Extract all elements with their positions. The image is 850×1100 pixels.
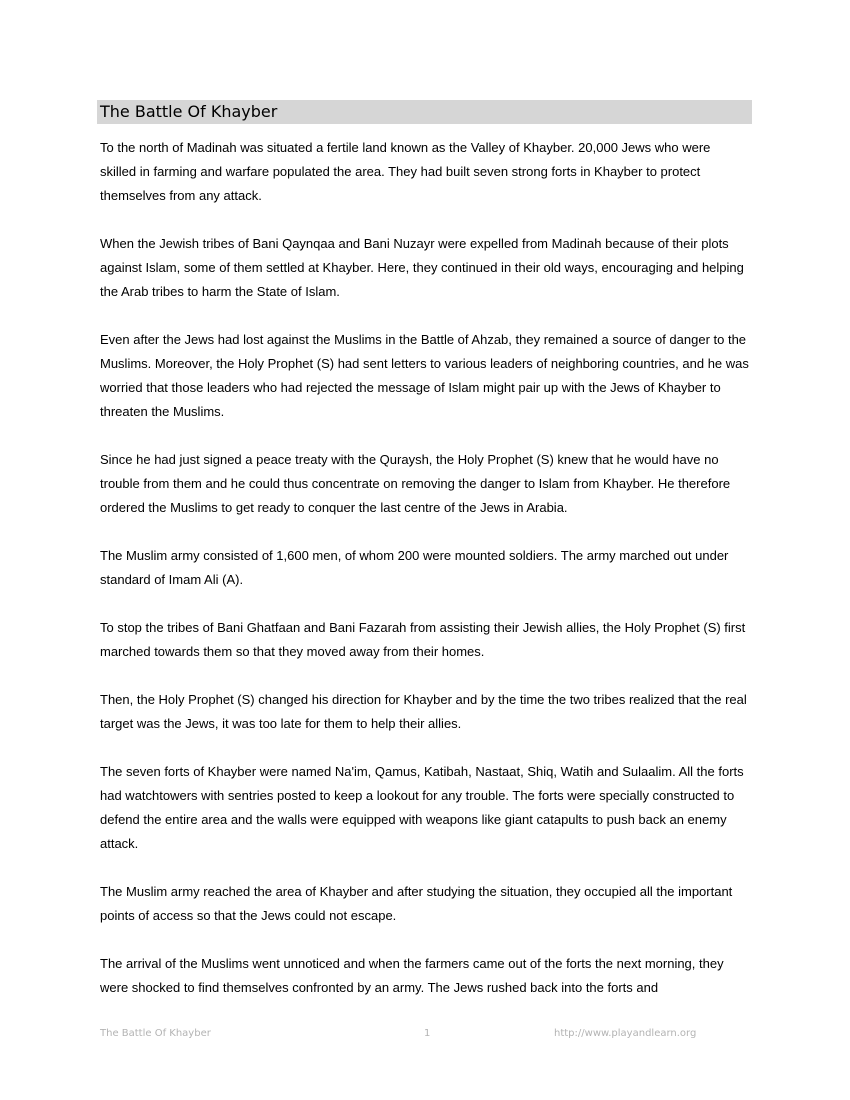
document-body bbox=[100, 136, 750, 1024]
footer-page-number: 1 bbox=[424, 1028, 431, 1039]
footer-url: http://www.playandlearn.org bbox=[554, 1028, 697, 1039]
paragraph-2: When the Jewish tribes of Bani Qaynqaa and Bani Nuzayr were expelled from Madinah because of their plots against Islam, some of them settled at Khayber. Here, they continued in their old ways, encouraging and helping the Arab tribes to harm the State of Islam. bbox=[100, 236, 744, 299]
paragraph-7: Then, the Holy Prophet (S) changed his direction for Khayber and by the time the two tribes realized that the real target was the Jews, it was too late for them to help their allies. bbox=[100, 692, 747, 731]
footer-title: The Battle Of Khayber bbox=[100, 1028, 211, 1039]
paragraph-1: To the north of Madinah was situated a fertile land known as the Valley of Khayber. 20,000 Jews who were skilled in farming and warfare populated the area. They had built seven strong forts in Khayber to protect themselves from any attack. bbox=[100, 140, 711, 203]
page-footer bbox=[0, 1027, 850, 1041]
paragraph-6: To stop the tribes of Bani Ghatfaan and Bani Fazarah from assisting their Jewish allies, the Holy Prophet (S) first marched towards them so that they moved away from their homes. bbox=[100, 620, 746, 659]
paragraph-9: The Muslim army reached the area of Khayber and after studying the situation, they occupied all the important points of access so that the Jews could not escape. bbox=[100, 884, 733, 923]
paragraph-10: The arrival of the Muslims went unnoticed and when the farmers came out of the forts the next morning, they were shocked to find themselves confronted by an army. The Jews rushed back into the forts and bbox=[100, 956, 724, 995]
paragraph-3: Even after the Jews had lost against the Muslims in the Battle of Ahzab, they remained a source of danger to the Muslims. Moreover, the Holy Prophet (S) had sent letters to various leaders of neighboring countries, and he was worried that those leaders who had rejected the message of Islam might pair up with the Jews of Khayber to threaten the Muslims. bbox=[100, 332, 749, 419]
title-bar bbox=[97, 100, 752, 124]
paragraph-5: The Muslim army consisted of 1,600 men, of whom 200 were mounted soldiers. The army marched out under standard of Imam Ali (A). bbox=[100, 548, 729, 587]
page-title: The Battle Of Khayber bbox=[100, 102, 278, 121]
paragraph-8: The seven forts of Khayber were named Na'im, Qamus, Katibah, Nastaat, Shiq, Watih and Sulaalim. All the forts had watchtowers with sentries posted to keep a lookout for any trouble. The forts were specially constructed to defend the entire area and the walls were equipped with weapons like giant catapults to push back an enemy attack. bbox=[100, 764, 744, 851]
paragraph-4: Since he had just signed a peace treaty with the Quraysh, the Holy Prophet (S) knew that he would have no trouble from them and he could thus concentrate on removing the danger to Islam from Khayber. He therefore ordered the Muslims to get ready to conquer the last centre of the Jews in Arabia. bbox=[100, 452, 731, 515]
